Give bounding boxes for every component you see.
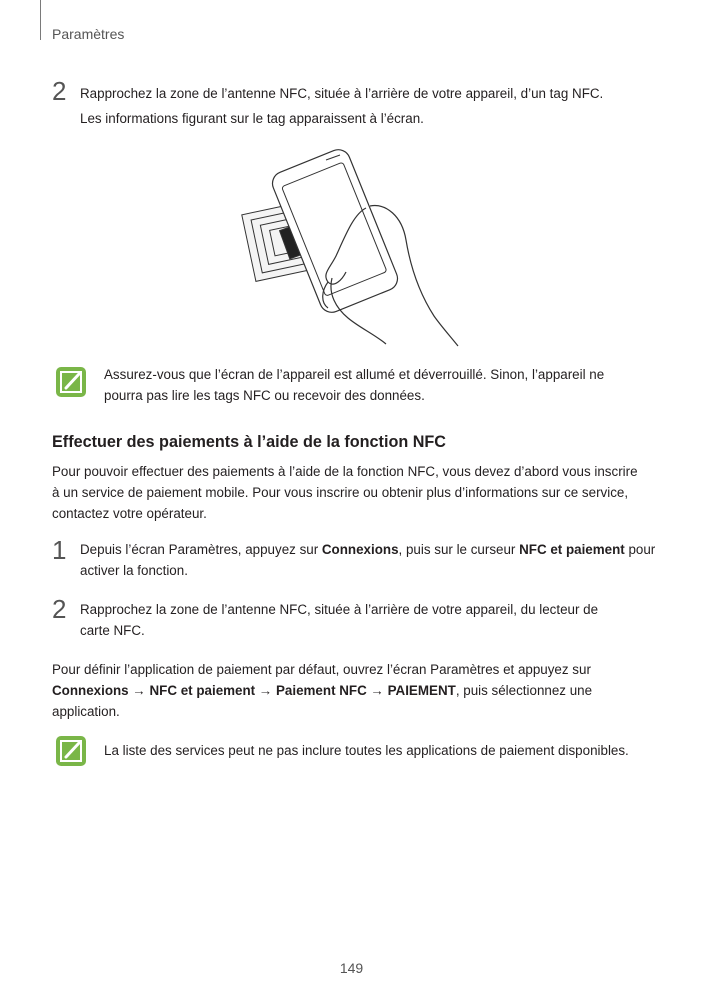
page-number: 149: [339, 960, 364, 976]
menu-path-paiement-nfc: Paiement NFC: [275, 683, 367, 698]
section-intro: Pour pouvoir effectuer des paiements à l’aide de la fonction NFC, vous devez d’abord vous inscrire à un service de paiement mobile. Pour vous inscrire ou obtenir plus d’informations sur ce service, contactez votre opérateur.: [52, 464, 638, 521]
step-text: Rapprochez la zone de l’antenne NFC, située à l’arrière de votre appareil, du lecteur de carte NFC.: [80, 602, 599, 638]
note-pencil-icon: [55, 366, 87, 398]
default-app-suffix: , puis sélectionnez une application.: [52, 683, 593, 719]
menu-path-nfc-paiement: NFC et paiement: [149, 683, 256, 698]
step-text: [80, 83, 680, 129]
path-arrow: →: [366, 683, 388, 698]
menu-path-connexions: Connexions: [321, 542, 399, 557]
page-header-title: Paramètres: [52, 26, 125, 42]
step-number: 1: [52, 535, 67, 565]
note-text: La liste des services peut ne pas inclure toutes les applications de paiement disponibles.: [104, 743, 629, 758]
default-app-paragraph: [52, 659, 622, 722]
step-text-line2: Les informations figurant sur le tag apparaissent à l’écran.: [80, 111, 424, 126]
menu-path-connexions: Connexions: [52, 683, 129, 698]
step1-middle: , puis sur le curseur: [398, 542, 520, 557]
default-app-prefix: Pour définir l’application de paiement par défaut, ouvrez l’écran Paramètres et appuyez sur: [52, 662, 591, 677]
path-arrow: →: [255, 683, 276, 698]
step1-suffix: pour activer la fonction.: [80, 542, 656, 578]
step-text-line1: Rapprochez la zone de l’antenne NFC, située à l’arrière de votre appareil, d’un tag NFC.: [80, 86, 604, 101]
step-text: [80, 539, 660, 581]
step-number: 2: [52, 594, 67, 624]
header-rule: [40, 0, 41, 40]
menu-path-paiement: PAIEMENT: [387, 683, 456, 698]
menu-path-nfc-paiement: NFC et paiement: [519, 542, 625, 557]
path-arrow: →: [128, 683, 150, 698]
hand-holding-phone-illustration: [236, 148, 472, 348]
note-pencil-icon: [55, 735, 87, 767]
note-text: Assurez-vous que l’écran de l’appareil est allumé et déverrouillé. Sinon, l’appareil ne pourra pas lire les tags NFC ou recevoir des données.: [104, 367, 605, 403]
section-heading: Effectuer des paiements à l’aide de la fonction NFC: [52, 433, 446, 451]
step-number: 2: [52, 76, 67, 106]
step1-prefix: Depuis l’écran Paramètres, appuyez sur: [80, 542, 322, 557]
